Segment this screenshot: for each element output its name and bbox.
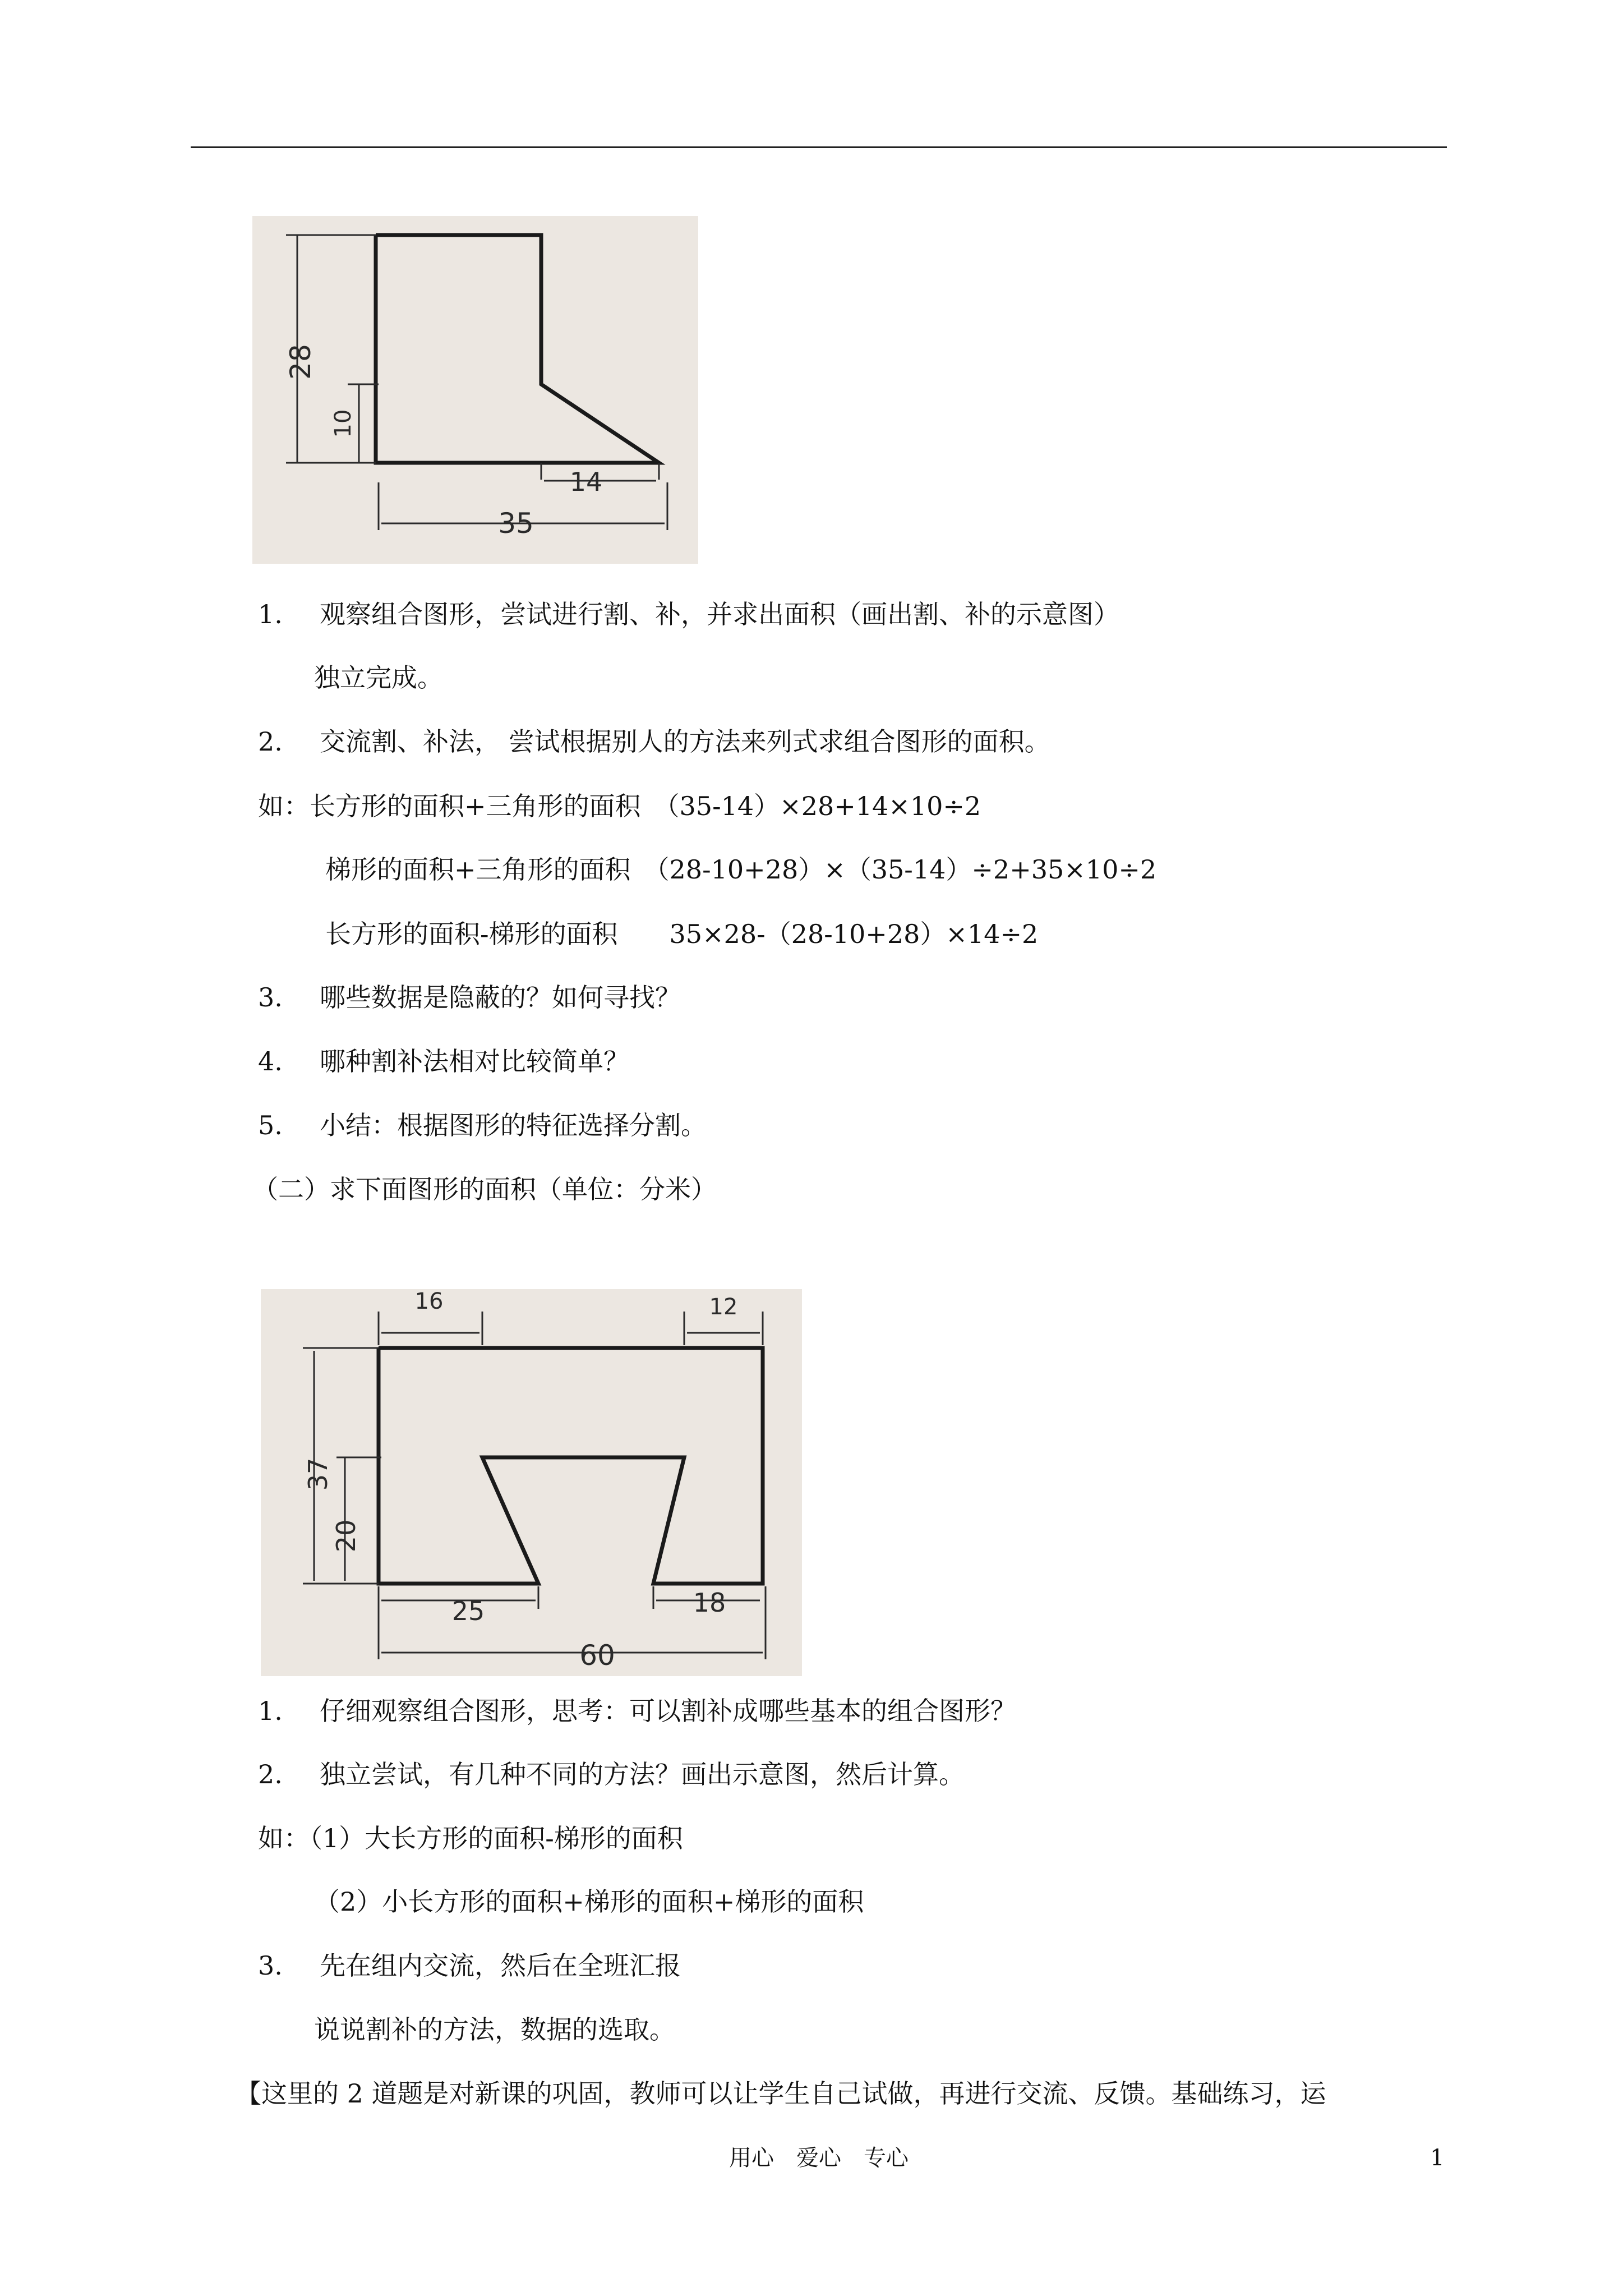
figure-2-label-25: 25 bbox=[451, 1596, 485, 1626]
figure-2-label-60: 60 bbox=[579, 1639, 615, 1672]
s1-item-3: 3. 哪些数据是隐蔽的？如何寻找？ bbox=[258, 982, 681, 1013]
figure-1 bbox=[252, 216, 698, 564]
s1-item-2-num: 2. bbox=[258, 726, 283, 757]
s1-example-3: 长方形的面积-梯形的面积 35×28-（28-10+28）×14÷2 bbox=[325, 919, 1039, 949]
s1-item-1-sub: 独立完成。 bbox=[314, 662, 443, 693]
s2-item-3: 3. 先在组内交流，然后在全班汇报 bbox=[258, 1950, 681, 1981]
page-number: 1 bbox=[1430, 2145, 1445, 2171]
teacher-note: 【这里的 2 道题是对新课的巩固，教师可以让学生自己试做，再进行交流、反馈。基础练习，运 bbox=[236, 2078, 1326, 2109]
figure-2-label-18: 18 bbox=[693, 1588, 726, 1618]
figure-1-outline bbox=[376, 235, 659, 463]
footer-motto: 用心 爱心 专心 bbox=[729, 2145, 909, 2171]
s2-item-3-sub: 说说割补的方法，数据的选取。 bbox=[314, 2014, 675, 2045]
figure-1-label-14: 14 bbox=[569, 467, 603, 497]
s1-example-1: 如：长方形的面积+三角形的面积 （35-14）×28+14×10÷2 bbox=[258, 791, 981, 821]
s2-item-2: 2. 独立尝试，有几种不同的方法？画出示意图，然后计算。 bbox=[258, 1759, 965, 1789]
s2-heading: （二）求下面图形的面积（单位：分米） bbox=[252, 1174, 717, 1204]
figure-2-label-16: 16 bbox=[414, 1289, 444, 1314]
s1-item-4: 4. 哪种割补法相对比较简单？ bbox=[258, 1046, 629, 1076]
figure-1-label-10: 10 bbox=[330, 409, 356, 438]
figure-1-label-35: 35 bbox=[498, 507, 534, 540]
figure-2-label-37: 37 bbox=[303, 1457, 333, 1491]
s1-item-2 bbox=[258, 725, 1050, 758]
figure-1-label-28: 28 bbox=[284, 344, 317, 380]
s2-example-1: 如：（1）大长方形的面积-梯形的面积 bbox=[258, 1823, 683, 1853]
s2-item-1: 1. 仔细观察组合图形，思考：可以割补成哪些基本的组合图形？ bbox=[258, 1696, 1016, 1726]
s1-item-1-num: 1. bbox=[258, 599, 283, 629]
figure-1-diagram bbox=[252, 216, 698, 564]
s1-example-2: 梯形的面积+三角形的面积 （28-10+28）×（35-14）÷2+35×10÷2 bbox=[325, 854, 1157, 885]
figure-2 bbox=[261, 1289, 802, 1676]
s2-example-2: （2）小长方形的面积+梯形的面积+梯形的面积 bbox=[314, 1887, 864, 1917]
header-rule bbox=[191, 146, 1447, 148]
s1-item-1-text: 观察组合图形，尝试进行割、补，并求出面积（画出割、补的示意图） bbox=[320, 599, 1119, 629]
figure-2-outline bbox=[379, 1348, 763, 1584]
s1-item-1 bbox=[258, 597, 1119, 631]
figure-2-diagram bbox=[261, 1289, 802, 1676]
s1-item-5: 5. 小结：根据图形的特征选择分割。 bbox=[258, 1110, 707, 1140]
figure-2-label-12: 12 bbox=[709, 1294, 738, 1320]
figure-2-label-20: 20 bbox=[331, 1519, 361, 1553]
s1-item-2-text: 交流割、补法， 尝试根据别人的方法来列式求组合图形的面积。 bbox=[320, 726, 1050, 757]
